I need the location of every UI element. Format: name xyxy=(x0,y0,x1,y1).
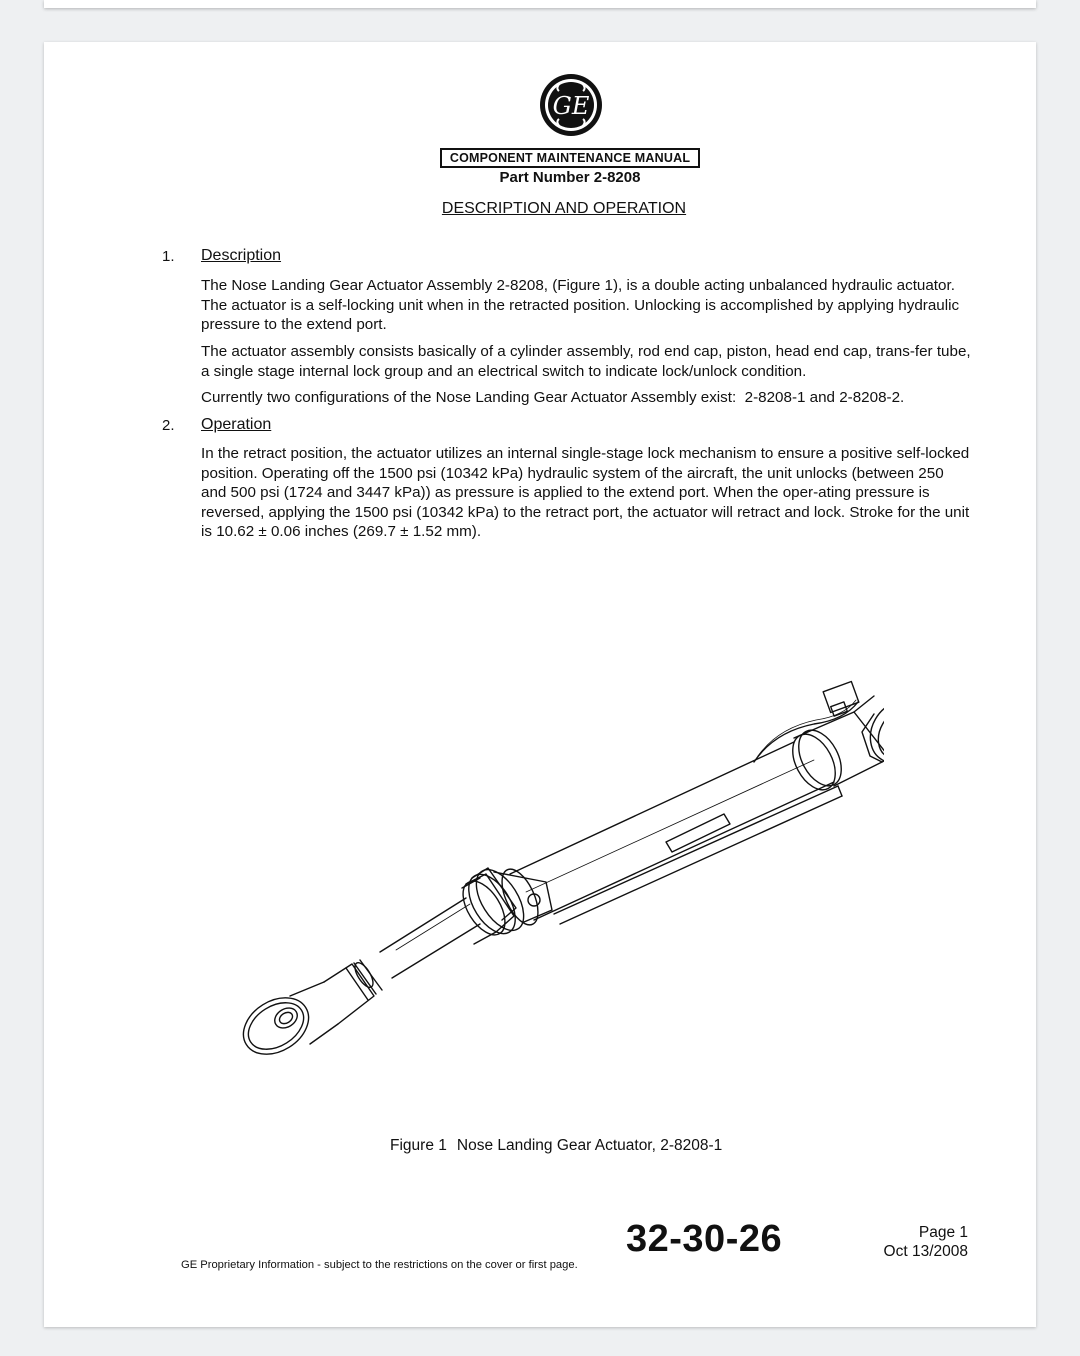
piston-rod xyxy=(380,898,480,978)
head-end-eye xyxy=(859,691,884,772)
section-number-1: 1. xyxy=(162,248,175,265)
previous-page-edge xyxy=(44,0,1036,8)
electrical-switch xyxy=(754,682,859,762)
page-number: Page 1 xyxy=(918,1224,968,1241)
rod-end-fitting xyxy=(324,960,382,1024)
cylinder-barrel xyxy=(495,742,834,930)
section-heading-operation: Operation xyxy=(201,416,272,433)
description-paragraph-1: The Nose Landing Gear Actuator Assembly 2-8208, (Figure 1), is a double acting unbalanced hydraulic actuator. The actuator is a self-locking unit when in the retracted position. Unlocking is accomplished by applying hydraulic pressure to the extend port. xyxy=(201,277,960,334)
figure-label: Figure 1 xyxy=(390,1137,447,1154)
revision-date: Oct 13/2008 xyxy=(883,1243,968,1260)
operation-paragraph-1: In the retract position, the actuator utilizes an internal single-stage lock mechanism to ensure a positive self-locked position. Operating off the 1500 psi (10342 kPa) hydraulic system of the aircraft, the unit unlocks (between 250 and 500 psi (1724 and 3447 kPa)) as pressure is applied to the extend port. When the oper-ating pressure is reversed, applying the 1500 psi (10342 kPa) to the retract port, the actuator will retract and lock. Stroke for the unit is 10.62 ± 0.06 inches (269.7 ± 1.52 mm). xyxy=(201,445,970,541)
part-number: Part Number 2-8208 xyxy=(499,169,641,186)
document-page xyxy=(44,42,1036,1327)
chapter-number: 32-30-26 xyxy=(626,1218,783,1260)
description-paragraph-3: Currently two configurations of the Nose Landing Gear Actuator Assembly exist: 2-8208-1 and 2-8208-2. xyxy=(201,389,905,406)
description-paragraph-2: The actuator assembly consists basically of a cylinder assembly, rod end cap, piston, head end cap, trans-fer tube, a single stage internal lock group and an electrical switch to indicate lock/unlock condition. xyxy=(201,343,971,380)
logo-text: GE xyxy=(552,92,590,120)
transfer-tube xyxy=(554,786,842,924)
page-info xyxy=(864,1223,968,1261)
section-number-2: 2. xyxy=(162,417,175,434)
section-heading-description: Description xyxy=(201,247,282,264)
proprietary-notice: GE Proprietary Information - subject to the restrictions on the cover or first page. xyxy=(181,1259,578,1271)
ge-logo xyxy=(539,73,603,137)
rod-end-eye xyxy=(234,982,338,1066)
figure-caption xyxy=(390,1137,732,1155)
section-title: DESCRIPTION AND OPERATION xyxy=(441,200,687,217)
manual-type-box: COMPONENT MAINTENANCE MANUAL xyxy=(440,148,700,168)
figure-caption-text: Nose Landing Gear Actuator, 2-8208-1 xyxy=(456,1137,723,1154)
actuator-figure xyxy=(234,652,884,1072)
